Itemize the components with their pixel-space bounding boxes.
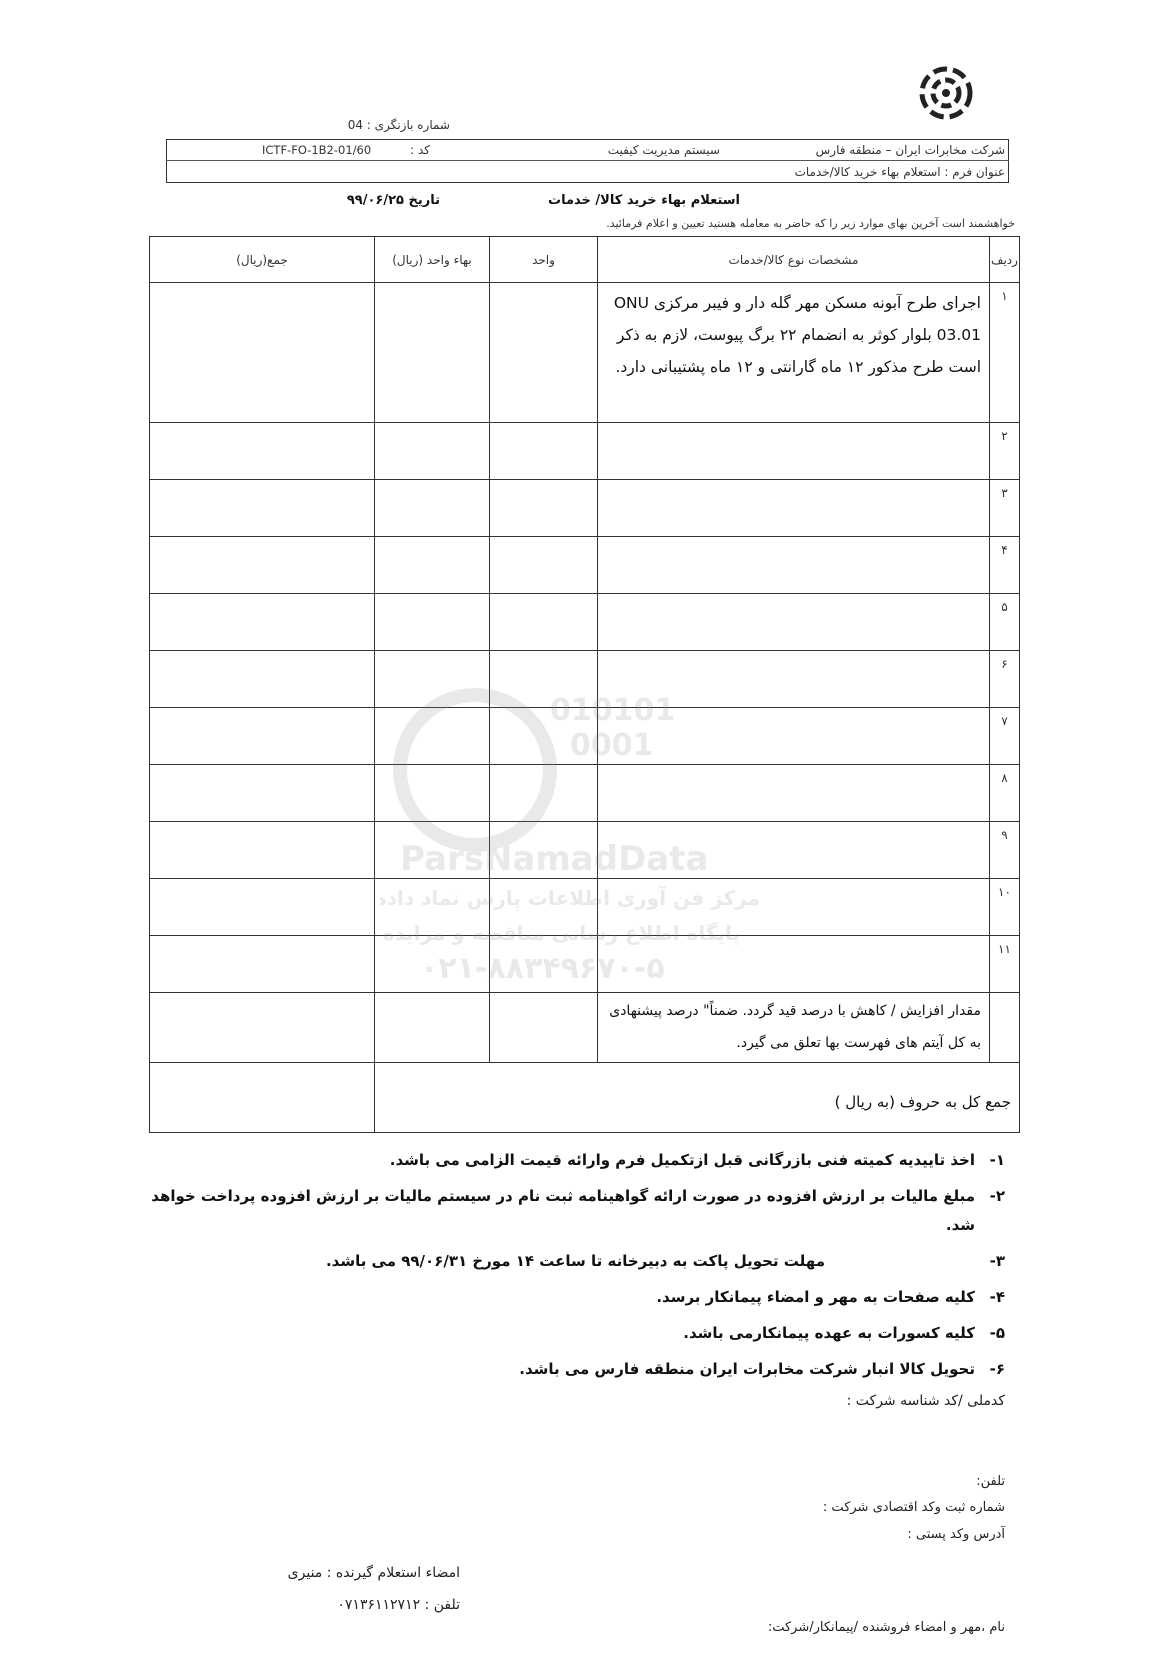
cell-unit-price[interactable]	[375, 480, 490, 537]
cell-unit[interactable]	[490, 993, 598, 1063]
header-total: جمع(ریال)	[150, 237, 375, 283]
cell-total[interactable]	[150, 765, 375, 822]
phone-field: تلفن:	[976, 1474, 1005, 1489]
header-divider	[166, 160, 1009, 161]
document-title: استعلام بهاء خرید کالا/ خدمات	[548, 193, 740, 208]
cell-unit-price[interactable]	[375, 594, 490, 651]
cell-unit-price[interactable]	[375, 283, 490, 423]
cell-row-number: ۱	[990, 283, 1020, 423]
cell-unit[interactable]	[490, 594, 598, 651]
cell-unit[interactable]	[490, 537, 598, 594]
cell-row-number: ۵	[990, 594, 1020, 651]
list-item-text: اخذ تاییدیه کمیته فنی بازرگانی قبل ازتکمیل فرم وارائه قیمت الزامی می باشد.	[389, 1151, 975, 1169]
list-item	[150, 1146, 1005, 1175]
watermark-graphic	[380, 660, 780, 1000]
list-item	[150, 1182, 1005, 1240]
watermark-circle	[400, 695, 550, 845]
table-row	[150, 537, 1020, 594]
cell-total[interactable]	[150, 708, 375, 765]
table-row	[150, 594, 1020, 651]
cell-unit[interactable]	[490, 283, 598, 423]
revision-number: شماره بازنگری : 04	[347, 118, 450, 132]
list-item-number: ۶-	[989, 1360, 1005, 1378]
list-item-text: مبلغ مالیات بر ارزش افزوده در صورت ارائه گواهینامه ثبت نام در سیستم مالیات بر ارزش افزوده پرداخت خواهد شد.	[151, 1187, 975, 1234]
cell-description[interactable]	[598, 480, 990, 537]
cell-unit-price[interactable]	[375, 537, 490, 594]
company-logo-icon	[915, 62, 977, 124]
list-item-number: ۱-	[989, 1151, 1005, 1169]
watermark	[380, 660, 780, 1000]
cell-total[interactable]	[150, 423, 375, 480]
cell-description[interactable]	[598, 537, 990, 594]
address-field: آدرس وکد پستی :	[907, 1527, 1005, 1542]
list-item	[150, 1283, 1005, 1312]
cell-total[interactable]	[150, 594, 375, 651]
list-item	[150, 1247, 1005, 1276]
cell-row-number: ۱۰	[990, 879, 1020, 936]
table-row	[150, 283, 1020, 423]
cell-row-number: ۱۱	[990, 936, 1020, 993]
sum-in-words-label: جمع کل به حروف (به ریال )	[375, 1063, 1020, 1133]
cell-row-number: ۴	[990, 537, 1020, 594]
cell-unit-price[interactable]	[375, 993, 490, 1063]
cell-unit[interactable]	[490, 480, 598, 537]
terms-list	[150, 1146, 1005, 1391]
cell-total[interactable]	[150, 822, 375, 879]
document-date: تاریخ ۹۹/۰۶/۲۵	[346, 193, 440, 208]
quality-system: سیستم مدیریت کیفیت	[607, 143, 720, 157]
registration-field: شماره ثبت وکد اقتصادی شرکت :	[822, 1500, 1005, 1515]
watermark-line-2: پایگاه اطلاع رسانی مناقصه و مزایده	[382, 921, 740, 945]
watermark-digits-1: 010101	[550, 693, 676, 728]
cell-row-number	[990, 993, 1020, 1063]
cell-total[interactable]	[150, 537, 375, 594]
header-unit-price: بهاء واحد (ریال)	[375, 237, 490, 283]
cell-description[interactable]	[598, 594, 990, 651]
cell-total[interactable]	[150, 993, 375, 1063]
cell-description: اجرای طرح آبونه مسکن مهر گله دار و فیبر مرکزی ONU 03.01 بلوار کوثر به انضمام ۲۲ برگ پیوست، لازم به ذکر است طرح مذکور ۱۲ ماه گارانتی و ۱۲ ماه پشتیبانی دارد.	[598, 283, 990, 423]
seller-signature: نام ،مهر و امضاء فروشنده /پیمانکار/شرکت:	[767, 1620, 1005, 1635]
cell-row-number: ۹	[990, 822, 1020, 879]
table-row	[150, 423, 1020, 480]
requester-phone: تلفن : ۰۷۱۳۶۱۱۲۷۱۲	[337, 1597, 460, 1613]
code-value: ICTF-FO-1B2-01/60	[262, 143, 372, 157]
cell-row-number: ۶	[990, 651, 1020, 708]
table-row	[150, 480, 1020, 537]
list-item-number: ۵-	[989, 1324, 1005, 1342]
list-item-number: ۴-	[989, 1288, 1005, 1306]
header-row-number: ردیف	[990, 237, 1020, 283]
table-header-row	[150, 237, 1020, 283]
list-item-text: کلیه صفحات به مهر و امضاء پیمانکار برسد.	[656, 1288, 975, 1306]
requester-signature: امضاء استعلام گیرنده : منیری	[287, 1565, 460, 1581]
cell-total[interactable]	[150, 283, 375, 423]
watermark-digits-2: 0001	[570, 728, 654, 763]
cell-row-number: ۳	[990, 480, 1020, 537]
cell-description[interactable]	[598, 423, 990, 480]
note-row	[150, 993, 1020, 1063]
cell-total[interactable]	[150, 879, 375, 936]
cell-total[interactable]	[150, 480, 375, 537]
national-id-field: کدملی /کد شناسه شرکت :	[846, 1393, 1005, 1409]
form-title: عنوان فرم : استعلام بهاء خرید کالا/خدمات	[794, 165, 1005, 179]
header-description: مشخصات نوع کالا/خدمات	[598, 237, 990, 283]
cell-row-number: ۸	[990, 765, 1020, 822]
watermark-line-1: مرکز فن آوری اطلاعات پارس نماد داده ها	[380, 886, 760, 910]
sum-row	[150, 1063, 1020, 1133]
cell-unit[interactable]	[490, 423, 598, 480]
company-name: شرکت مخابرات ایران – منطقه فارس	[815, 143, 1005, 157]
intro-text: خواهشمند است آخرین بهای موارد زیر را که حاضر به معامله هستید تعیین و اعلام فرمائید.	[606, 217, 1015, 230]
header-unit: واحد	[490, 237, 598, 283]
list-item	[150, 1355, 1005, 1384]
company-logo	[915, 62, 977, 124]
list-item-number: ۲-	[989, 1187, 1005, 1205]
cell-unit-price[interactable]	[375, 423, 490, 480]
percent-note: مقدار افزایش / کاهش با درصد قید گردد. ضمناً" درصد پیشنهادی به کل آیتم های فهرست بها تعلق می گیرد.	[598, 993, 990, 1063]
cell-total[interactable]	[150, 651, 375, 708]
list-item-text: تحویل کالا انبار شرکت مخابرات ایران منطقه فارس می باشد.	[519, 1360, 975, 1378]
list-item-text: کلیه کسورات به عهده پیمانکارمی باشد.	[683, 1324, 975, 1342]
watermark-phone: ۰۲۱-۸۸۳۴۹۶۷۰-۵	[420, 951, 665, 986]
list-item-number: ۳-	[989, 1252, 1005, 1270]
watermark-brand: ParsNamadData	[400, 839, 709, 879]
cell-row-number: ۲	[990, 423, 1020, 480]
cell-row-number: ۷	[990, 708, 1020, 765]
list-item	[150, 1319, 1005, 1348]
sum-value-cell[interactable]	[150, 1063, 375, 1133]
code-label: کد :	[410, 143, 430, 157]
list-item-text: مهلت تحویل پاکت به دبیرخانه تا ساعت ۱۴ مورخ ۹۹/۰۶/۳۱ می باشد.	[325, 1252, 825, 1270]
cell-total[interactable]	[150, 936, 375, 993]
